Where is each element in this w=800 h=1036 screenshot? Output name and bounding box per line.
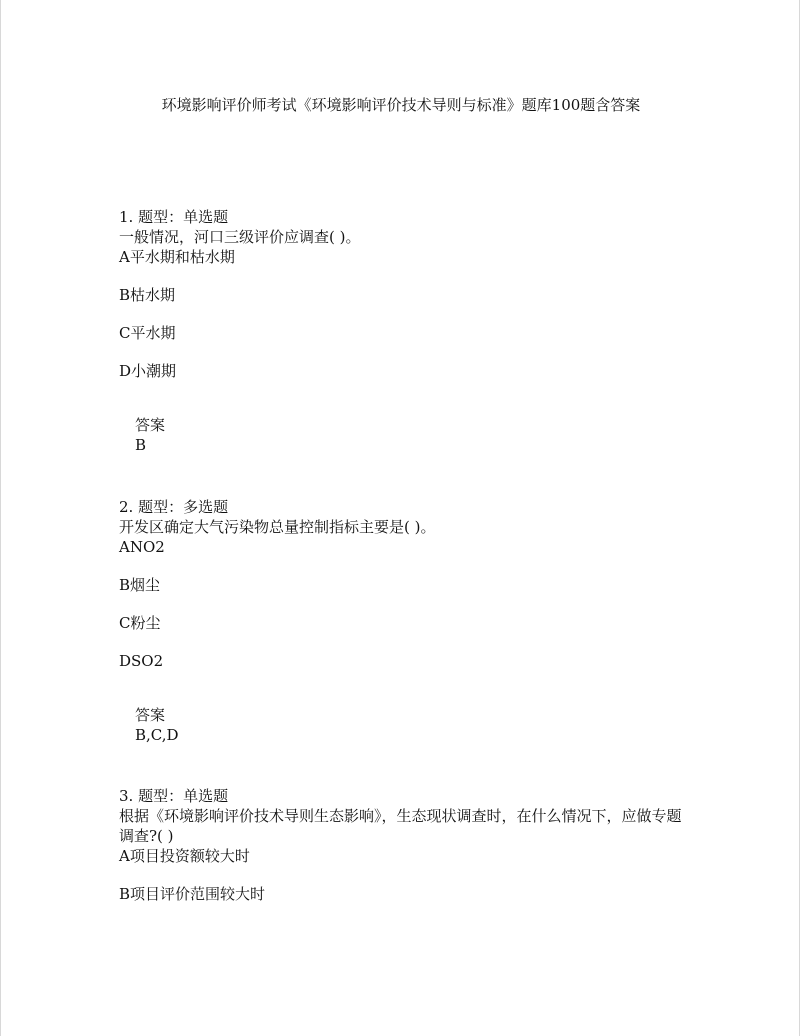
option-a: ANO2 bbox=[119, 538, 165, 556]
option-b: B项目评价范围较大时 bbox=[119, 885, 266, 903]
answer-label: 答案 bbox=[135, 706, 166, 724]
question-stem: 根据《环境影响评价技术导则生态影响》，生态现状调查时，在什么情况下，应做专题调查?( ) bbox=[119, 807, 682, 845]
option-b: B枯水期 bbox=[119, 286, 176, 304]
option-a: A项目投资额较大时 bbox=[119, 847, 250, 865]
question-1 bbox=[119, 207, 699, 455]
question-header: 1. 题型：单选题 bbox=[119, 208, 229, 226]
question-stem: 一般情况，河口三级评价应调查( )。 bbox=[119, 228, 361, 246]
answer-block bbox=[135, 415, 699, 455]
option-d: D小潮期 bbox=[119, 362, 177, 380]
question-stem: 开发区确定大气污染物总量控制指标主要是( )。 bbox=[119, 518, 436, 536]
option-d: DSO2 bbox=[119, 652, 164, 670]
option-c: C粉尘 bbox=[119, 614, 161, 632]
answer-label: 答案 bbox=[135, 416, 166, 434]
question-3 bbox=[119, 786, 694, 904]
question-header: 2. 题型：多选题 bbox=[119, 498, 229, 516]
option-c: C平水期 bbox=[119, 324, 176, 342]
document-title: 环境影响评价师考试《环境影响评价技术导则与标准》题库100题含答案 bbox=[161, 96, 641, 114]
answer-value: B,C,D bbox=[135, 726, 179, 744]
answer-block bbox=[135, 705, 699, 745]
option-a: A平水期和枯水期 bbox=[119, 248, 235, 266]
question-2 bbox=[119, 497, 699, 745]
option-b: B烟尘 bbox=[119, 576, 161, 594]
answer-value: B bbox=[135, 436, 147, 454]
question-header: 3. 题型：单选题 bbox=[119, 787, 229, 805]
